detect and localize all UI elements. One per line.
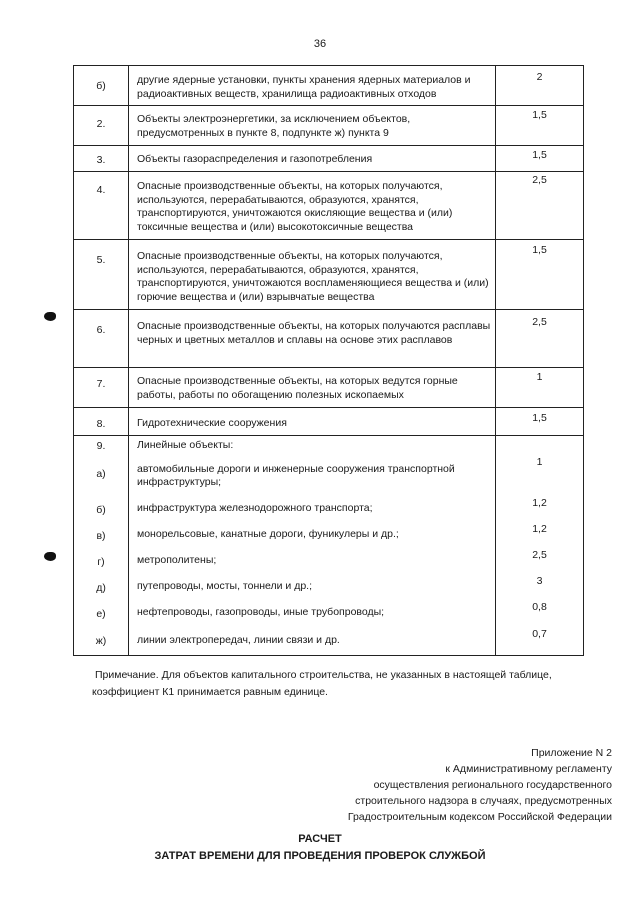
appendix-line: осуществления регионального государственного [373, 779, 612, 791]
row-value: 2,5 [532, 316, 547, 328]
row-number: 9. [96, 440, 106, 452]
table-row [74, 240, 584, 310]
note-line: Примечание. Для объектов капитального строительства, не указанных в настоящей таблице, [95, 669, 552, 681]
scan-hole-punch [44, 312, 56, 321]
row-number: 2. [96, 118, 106, 130]
table-row [74, 310, 584, 368]
row-number: 5. [96, 254, 106, 266]
row-value: 1,5 [532, 149, 547, 161]
row-number: 8. [96, 418, 106, 430]
appendix-line: Приложение N 2 [531, 747, 612, 759]
table-row [74, 146, 584, 172]
group-title: Линейные объекты: [137, 439, 234, 451]
row-value: 1,2 [532, 496, 547, 509]
table-row [74, 496, 584, 522]
row-number: ж) [95, 634, 107, 647]
table-row [74, 548, 584, 574]
appendix-line: строительного надзора в случаях, предусмотренных [355, 795, 612, 807]
table-row [74, 626, 584, 656]
note-line: коэффициент К1 принимается равным единице. [92, 686, 328, 698]
row-text: метрополитены; [137, 553, 217, 566]
row-number: б) [96, 80, 106, 92]
table-note [92, 667, 635, 701]
row-number: 7. [96, 378, 106, 390]
row-value: 1,2 [532, 522, 547, 535]
row-text: Объекты газораспределения и газопотребления [137, 153, 373, 165]
document-heading: РАСЧЕТ [298, 833, 342, 845]
row-value: 1,5 [532, 412, 547, 424]
row-number: б) [96, 503, 106, 516]
row-text: Опасные производственные объекты, на которых получаются, используются, перерабатываются, образуются, хранятся, транспортируются, уничтожаются воспламеняющиеся вещества и (или) горючие вещества и (или) взрывчатые вещества [137, 250, 489, 303]
row-text: Опасные производственные объекты, на которых получаются расплавы черных и цветных металлов и сплавы на основе этих расплавов [137, 320, 491, 346]
row-text: линии электропередач, линии связи и др. [137, 633, 340, 646]
row-value: 0,7 [532, 627, 547, 640]
row-value: 2,5 [532, 548, 547, 561]
appendix-line: Градостроительным кодексом Российской Федерации [347, 811, 612, 823]
coefficient-table [73, 65, 584, 656]
row-text: Опасные производственные объекты, на которых ведутся горные работы, работы по обогащению полезных ископаемых [137, 375, 458, 401]
row-number: 3. [96, 154, 106, 166]
table-row [74, 574, 584, 600]
row-text: Гидротехнические сооружения [137, 417, 287, 429]
table-row [74, 454, 584, 496]
row-value: 1,5 [532, 109, 547, 121]
row-number: е) [96, 607, 106, 620]
row-text: Объекты электроэнергетики, за исключением объектов, предусмотренных в пункте 8, подпункте ж) пункта 9 [137, 113, 411, 139]
page-number: 36 [313, 38, 327, 50]
row-text: автомобильные дороги и инженерные сооружения транспортной инфраструктуры; [137, 462, 455, 488]
row-number: д) [96, 581, 106, 594]
table-row [74, 408, 584, 436]
table-row [74, 436, 584, 454]
scan-hole-punch [44, 552, 56, 561]
table-row [74, 600, 584, 626]
row-value: 1 [536, 455, 543, 468]
row-value: 3 [536, 574, 543, 587]
row-number: в) [96, 529, 106, 542]
table-row [74, 172, 584, 240]
appendix-line: к Административному регламенту [445, 763, 612, 775]
document-subheading: ЗАТРАТ ВРЕМЕНИ ДЛЯ ПРОВЕДЕНИЯ ПРОВЕРОК СЛУЖБОЙ [154, 850, 486, 862]
row-text: инфраструктура железнодорожного транспорта; [137, 501, 373, 514]
table-row [74, 522, 584, 548]
row-text: другие ядерные установки, пункты хранения ядерных материалов и радиоактивных веществ, хранилища радиоактивных отходов [137, 74, 471, 100]
row-value: 2,5 [532, 174, 547, 186]
row-value: 2 [536, 71, 543, 83]
row-value: 1 [536, 371, 543, 383]
row-text: путепроводы, мосты, тоннели и др.; [137, 579, 313, 592]
row-number: г) [97, 555, 105, 568]
row-text: монорельсовые, канатные дороги, фуникулеры и др.; [137, 527, 399, 540]
row-text: Опасные производственные объекты, на которых получаются, используются, перерабатываются, образуются, хранятся, транспортируются, уничтожаются окисляющие вещества и (или) токсичные вещества и (или) высокотоксичные вещества [137, 180, 453, 233]
row-number: 6. [96, 324, 106, 336]
row-text: нефтепроводы, газопроводы, иные трубопроводы; [137, 605, 385, 618]
appendix-header [292, 745, 612, 825]
row-value: 1,5 [532, 244, 547, 256]
table-row [74, 368, 584, 408]
table-row [74, 106, 584, 146]
row-value: 0,8 [532, 600, 547, 613]
row-number: а) [96, 467, 106, 480]
row-number: 4. [96, 184, 106, 196]
table-row [74, 66, 584, 106]
